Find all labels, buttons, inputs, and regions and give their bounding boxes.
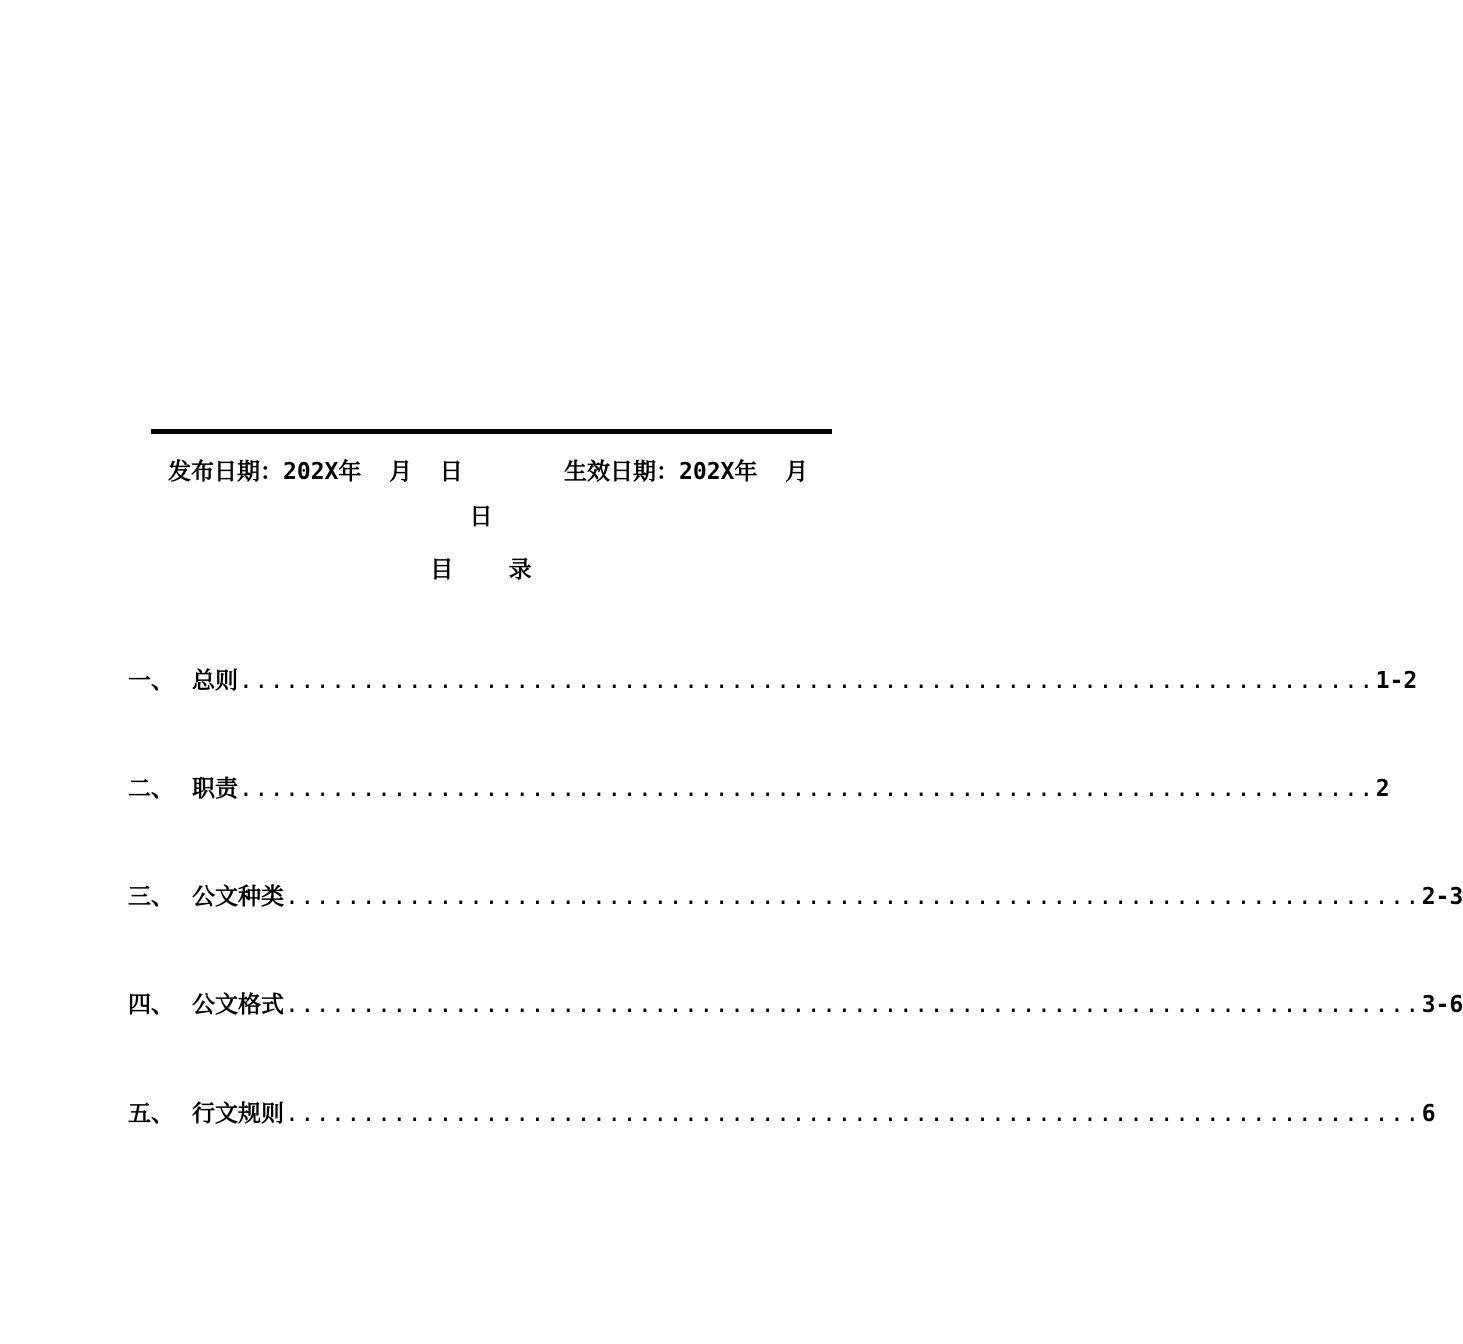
toc-dot-leader: .......................................................................... (285, 1101, 1421, 1127)
toc-entry-page: 2-3 (1421, 884, 1463, 910)
toc-entry-label: 总则 (192, 668, 238, 694)
toc-entry-page: 6 (1421, 1101, 1436, 1127)
toc-dot-leader: .......................................................................... (239, 776, 1375, 802)
toc-entry[interactable] (128, 985, 1463, 1025)
date-line (151, 452, 832, 492)
toc-dot-leader: .......................................................................... (285, 884, 1421, 910)
toc-entry-page: 2 (1375, 776, 1390, 802)
toc-title: 目 录 (430, 557, 532, 583)
toc-entry-number: 一、 (128, 668, 174, 694)
header-rule (151, 429, 832, 434)
toc-entry[interactable] (128, 877, 1463, 917)
toc-entry-number: 四、 (128, 992, 174, 1018)
toc-entry-number: 五、 (128, 1101, 174, 1127)
toc-entry-page: 1-2 (1375, 668, 1418, 694)
toc-entry-label: 职责 (192, 776, 238, 802)
effective-date: 生效日期：202X年 月 (564, 459, 809, 485)
toc-entry[interactable] (128, 661, 1418, 701)
toc-dot-leader: .......................................................................... (239, 668, 1375, 694)
toc-entry[interactable] (128, 1094, 1436, 1134)
toc-entry-number: 二、 (128, 776, 174, 802)
toc-entry-label: 公文格式 (192, 992, 284, 1018)
toc-entry-label: 行文规则 (192, 1101, 284, 1127)
toc-entry[interactable] (128, 769, 1390, 809)
toc-entry-label: 公文种类 (192, 884, 284, 910)
publish-date: 发布日期：202X年 月 日 (168, 459, 463, 485)
toc-entry-number: 三、 (128, 884, 174, 910)
toc-dot-leader: .......................................................................... (285, 992, 1421, 1018)
toc-entry-page: 3-6 (1421, 992, 1463, 1018)
effective-date-day: 日 (469, 504, 493, 530)
